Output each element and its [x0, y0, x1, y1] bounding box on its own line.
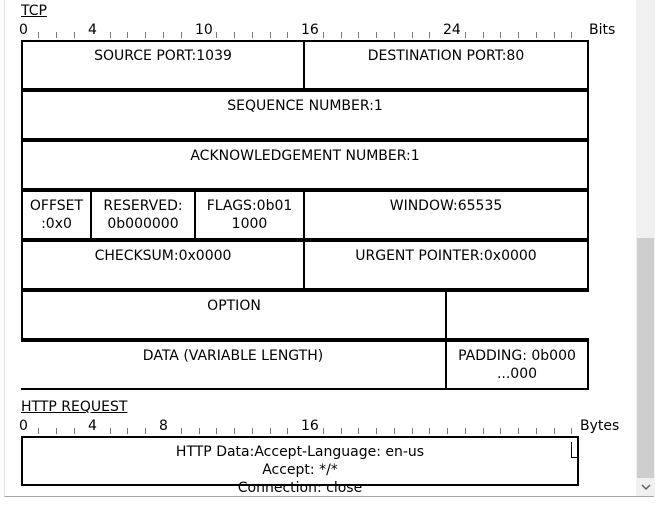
ruler-tick — [287, 428, 288, 434]
ruler-tick — [270, 32, 271, 38]
ruler-label-4: 4 — [88, 418, 97, 434]
offset-value: :0x0 — [41, 216, 72, 232]
ruler-tick — [199, 428, 200, 434]
ruler-tick — [412, 428, 413, 434]
acknowledgement-number-value: ACKNOWLEDGEMENT NUMBER:1 — [190, 148, 420, 164]
http-data-line: HTTP Data:Accept-Language: en-us — [175, 444, 425, 460]
ruler-tick — [429, 428, 430, 434]
sequence-number-field — [21, 90, 589, 140]
http-data-line: Connection: close — [237, 480, 363, 496]
ruler-tick — [38, 428, 39, 434]
ruler-tick — [341, 32, 342, 38]
ruler-tick — [571, 32, 572, 38]
ruler-label-10: 10 — [195, 22, 213, 38]
ruler-tick — [536, 428, 537, 434]
padding-value: ...000 — [496, 366, 538, 382]
scrollbar-thumb[interactable] — [637, 238, 654, 478]
reserved-field — [90, 190, 196, 240]
ruler-label-24: 24 — [443, 22, 461, 38]
ruler-tick — [287, 32, 288, 38]
ruler-unit-bits: Bits — [589, 22, 616, 38]
ruler-tick — [234, 428, 235, 434]
source-port-value: SOURCE PORT:1039 — [94, 48, 232, 64]
ruler-tick — [163, 32, 164, 38]
textbox-corner-mark — [571, 442, 577, 458]
flags-label: FLAGS:0b01 — [206, 198, 293, 214]
ruler-tick — [465, 32, 466, 38]
ruler-label-16: 16 — [301, 22, 319, 38]
http-data-textbox[interactable] — [21, 436, 579, 496]
ruler-tick — [518, 428, 519, 434]
data-field — [21, 340, 447, 390]
window-field — [303, 190, 589, 240]
destination-port-field — [303, 40, 589, 90]
ruler-tick — [74, 428, 75, 434]
destination-port-value: DESTINATION PORT:80 — [367, 48, 525, 64]
ruler-tick — [38, 32, 39, 38]
ruler-tick — [127, 428, 128, 434]
tcp-header-grid — [21, 40, 589, 390]
ruler-label-8: 8 — [159, 418, 168, 434]
option-label: OPTION — [207, 298, 261, 314]
urgent-pointer-field — [303, 240, 589, 290]
ruler-tick — [181, 32, 182, 38]
vertical-scrollbar[interactable] — [636, 0, 655, 496]
http-byte-ruler — [21, 418, 631, 436]
offset-label: OFFSET — [29, 198, 84, 214]
offset-field — [21, 190, 92, 240]
http-data-line: Accept: */* — [262, 462, 338, 478]
ruler-tick — [216, 428, 217, 434]
pdu-details-panel — [4, 0, 654, 497]
tcp-section-title: TCP — [21, 3, 47, 19]
window-value: WINDOW:65535 — [389, 198, 503, 214]
ruler-tick — [181, 428, 182, 434]
http-request-section-title: HTTP REQUEST — [21, 399, 128, 415]
ruler-tick — [358, 428, 359, 434]
ruler-tick — [500, 32, 501, 38]
ruler-tick — [145, 32, 146, 38]
ruler-tick — [252, 32, 253, 38]
ruler-tick — [394, 32, 395, 38]
ruler-label-4: 4 — [88, 22, 97, 38]
ruler-tick — [145, 428, 146, 434]
ruler-tick — [323, 32, 324, 38]
option-field — [21, 290, 447, 340]
ruler-tick — [252, 428, 253, 434]
ruler-tick — [376, 428, 377, 434]
padding-field — [445, 340, 589, 390]
ruler-tick — [74, 32, 75, 38]
ruler-tick — [518, 32, 519, 38]
ruler-tick — [323, 428, 324, 434]
ruler-tick — [554, 32, 555, 38]
data-label: DATA (VARIABLE LENGTH) — [142, 348, 324, 364]
ruler-unit-bytes: Bytes — [580, 418, 620, 434]
ruler-tick — [571, 428, 572, 434]
ruler-tick — [270, 428, 271, 434]
ruler-tick — [536, 32, 537, 38]
option-padding-cell — [445, 290, 589, 340]
ruler-tick — [483, 428, 484, 434]
ruler-tick — [56, 428, 57, 434]
ruler-tick — [234, 32, 235, 38]
ruler-tick — [465, 428, 466, 434]
ruler-tick — [56, 32, 57, 38]
ruler-tick — [429, 32, 430, 38]
ruler-tick — [110, 32, 111, 38]
padding-label: PADDING: 0b000 — [458, 348, 576, 364]
ruler-tick — [127, 32, 128, 38]
ruler-tick — [554, 428, 555, 434]
ruler-tick — [341, 428, 342, 434]
ruler-tick — [483, 32, 484, 38]
ruler-tick — [358, 32, 359, 38]
checksum-field — [21, 240, 305, 290]
chevron-down-icon[interactable] — [636, 479, 655, 496]
ruler-tick — [394, 428, 395, 434]
ruler-tick — [110, 428, 111, 434]
ruler-tick — [500, 428, 501, 434]
sequence-number-value: SEQUENCE NUMBER:1 — [227, 98, 383, 114]
ruler-label-0: 0 — [19, 22, 28, 38]
flags-value: 1000 — [231, 216, 268, 232]
reserved-value: 0b000000 — [107, 216, 179, 232]
ruler-tick — [447, 428, 448, 434]
ruler-tick — [216, 32, 217, 38]
ruler-tick — [412, 32, 413, 38]
ruler-label-0: 0 — [19, 418, 28, 434]
tcp-bit-ruler — [21, 22, 621, 40]
urgent-pointer-value: URGENT POINTER:0x0000 — [355, 248, 537, 264]
ruler-label-16: 16 — [301, 418, 319, 434]
flags-field — [194, 190, 305, 240]
acknowledgement-number-field — [21, 140, 589, 190]
checksum-value: CHECKSUM:0x0000 — [94, 248, 232, 264]
ruler-tick — [376, 32, 377, 38]
source-port-field — [21, 40, 305, 90]
reserved-label: RESERVED: — [103, 198, 183, 214]
